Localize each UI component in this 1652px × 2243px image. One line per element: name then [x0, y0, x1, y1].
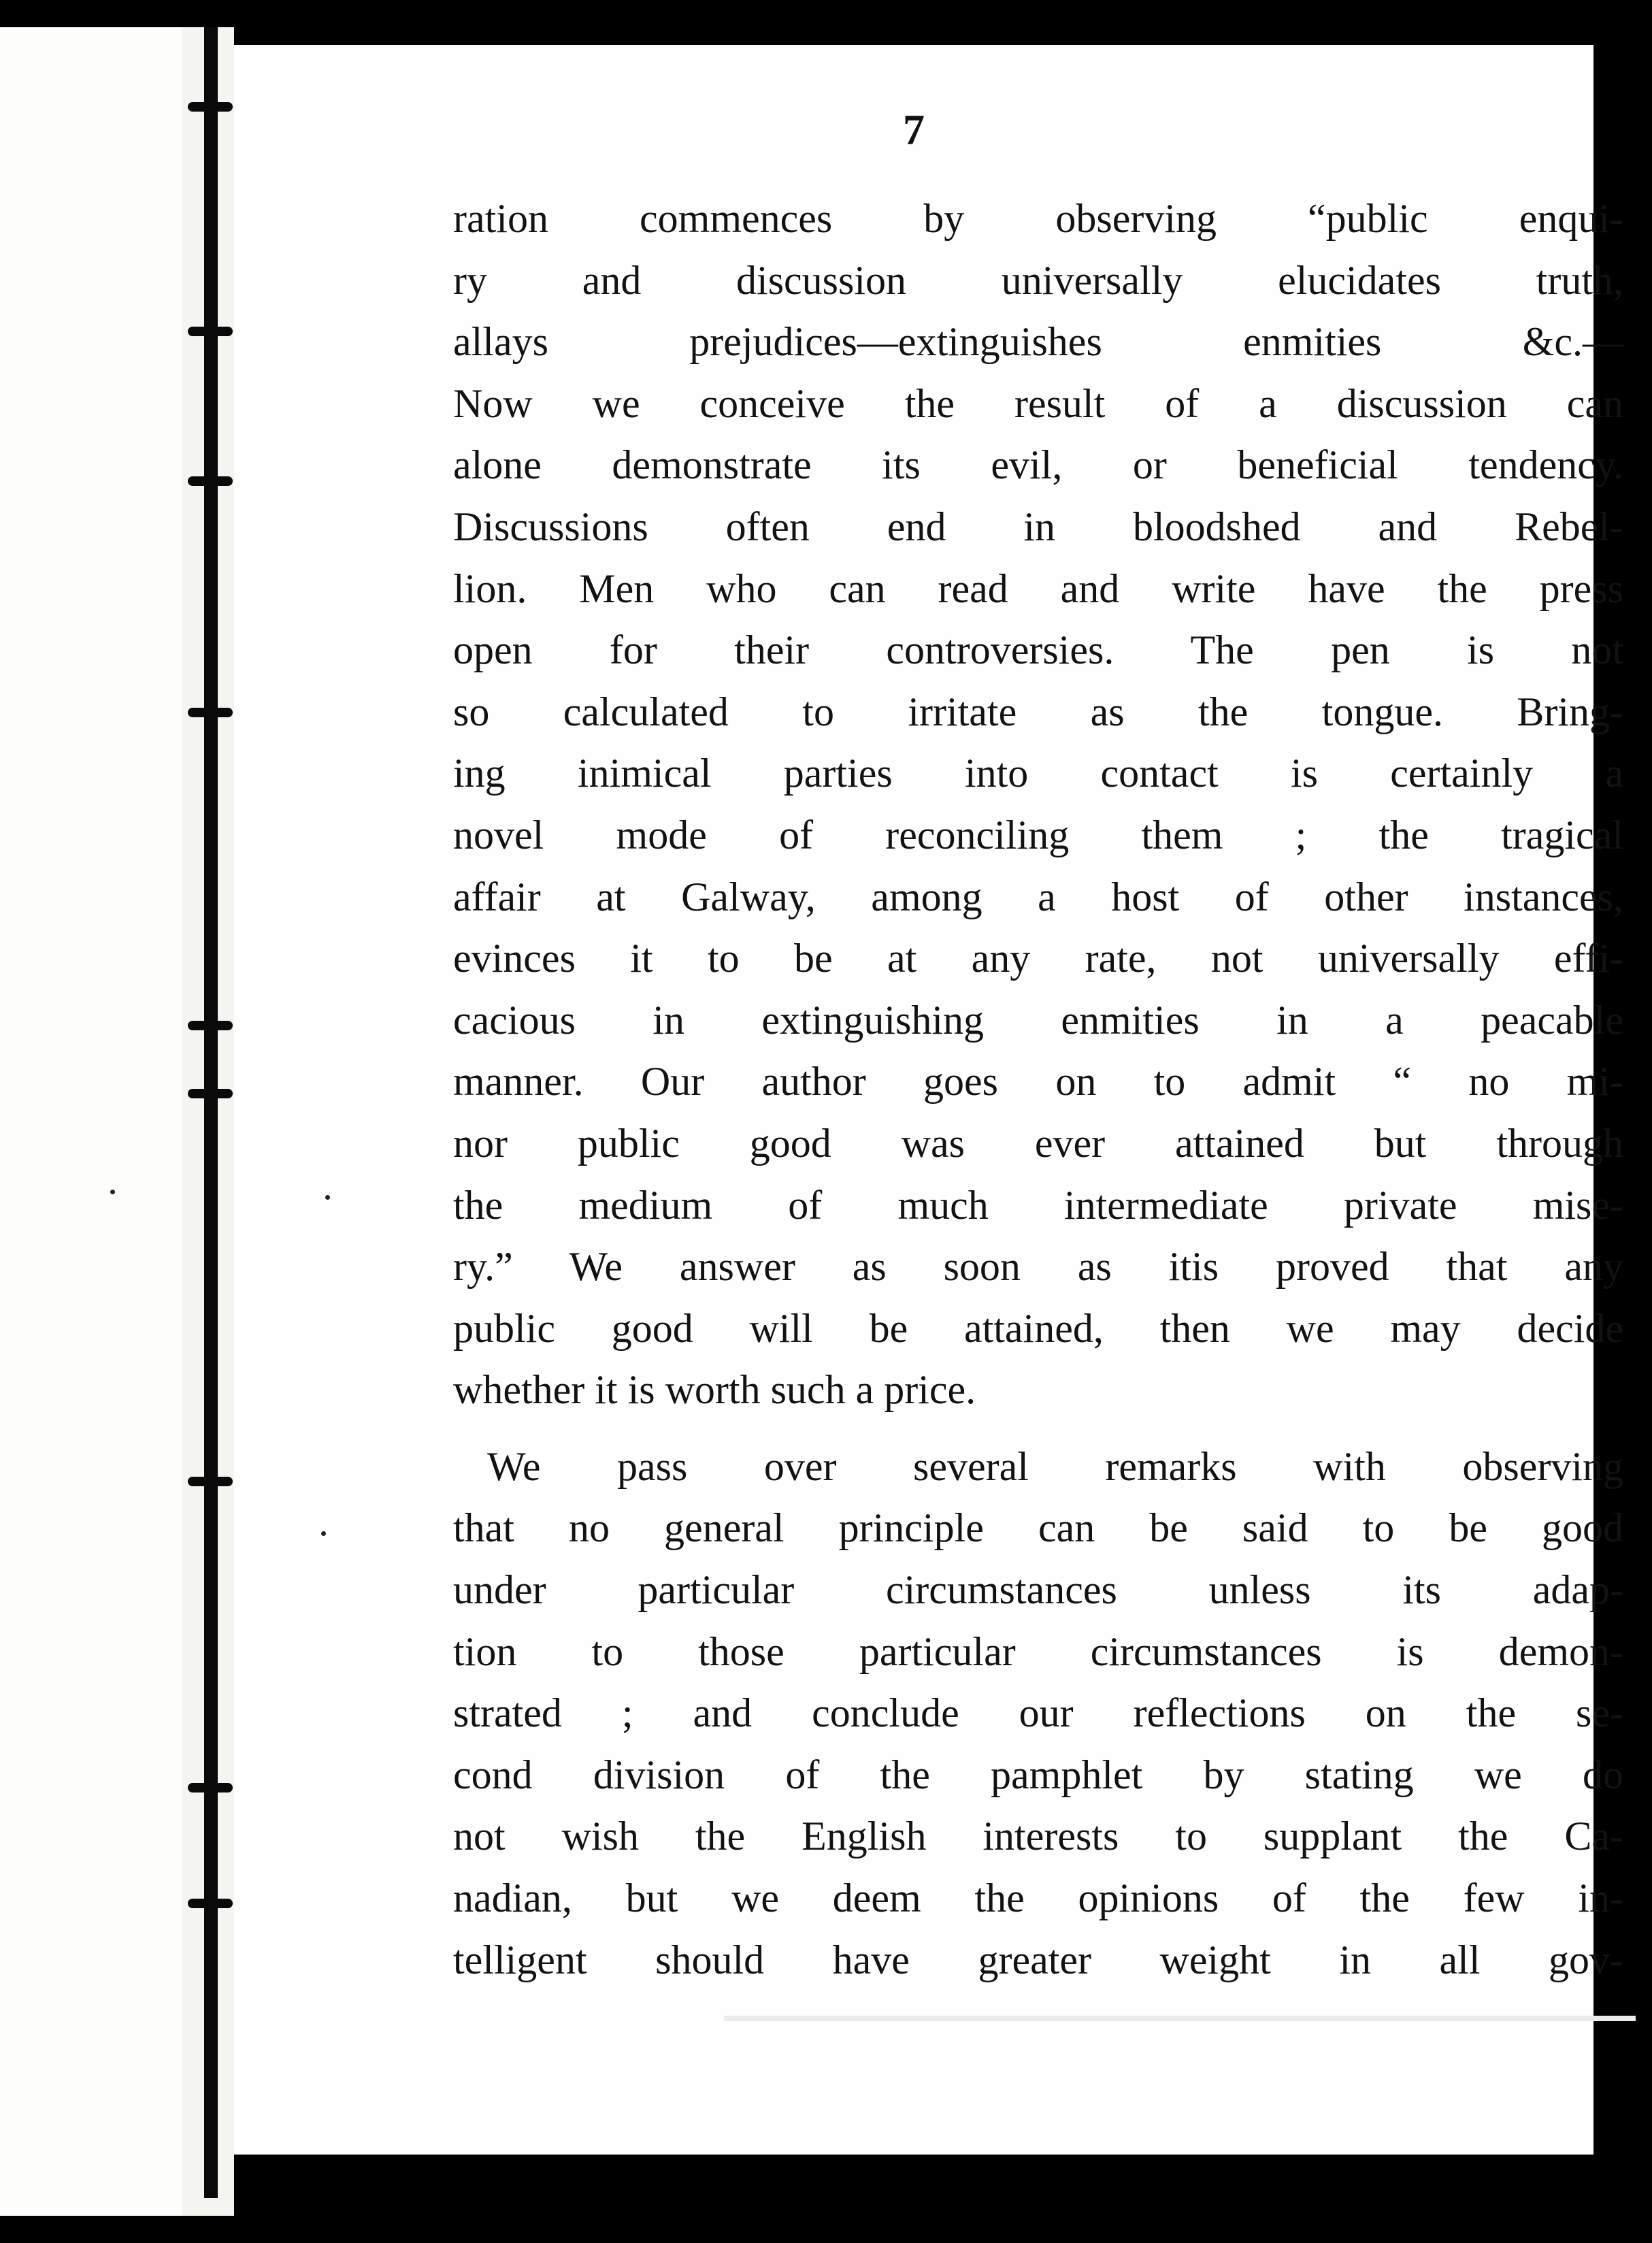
binding-stitch [188, 102, 233, 112]
scan-speck [110, 1190, 115, 1194]
body-text [453, 188, 1623, 1991]
text-line: telligent should have greater weight in all gov- [453, 1937, 1623, 1982]
text-line: nor public good was ever attained but through [453, 1120, 1623, 1166]
binding-stitch [188, 327, 233, 336]
binding-stitch [188, 1783, 233, 1792]
text-line: We pass over several remarks with observing [487, 1443, 1623, 1489]
paragraph-gap [453, 1421, 1623, 1436]
text-line: ration commences by observing “public enqui- [453, 196, 1623, 241]
text-line: so calculated to irritate as the tongue. Bring- [453, 689, 1623, 734]
scan-speck [321, 1531, 326, 1536]
text-line: public good will be attained, then we may decide [453, 1305, 1623, 1351]
text-line: Discussions often end in bloodshed and Rebel- [453, 504, 1623, 549]
binding-stitch [188, 1899, 233, 1908]
text-line: the medium of much intermediate private mise- [453, 1182, 1623, 1228]
binding-stitch [188, 1089, 233, 1098]
binding-stitch [188, 708, 233, 717]
text-line: cacious in extinguishing enmities in a peacable [453, 997, 1623, 1043]
facing-page-edge [0, 27, 182, 2216]
text-line: under particular circumstances unless its adap- [453, 1567, 1623, 1613]
page-number: 7 [903, 105, 925, 154]
scan-speck [325, 1195, 330, 1200]
text-line: cond division of the pamphlet by stating we do [453, 1752, 1623, 1797]
text-line: manner. Our author goes on to admit “ no mi- [453, 1059, 1623, 1104]
bleed-through-mark [724, 2016, 1636, 2021]
paragraph [453, 1436, 1623, 1991]
text-line: not wish the English interests to supplant the Ca- [453, 1814, 1623, 1859]
text-line: lion. Men who can read and write have the press [453, 566, 1623, 611]
text-line: open for their controversies. The pen is not [453, 627, 1623, 673]
text-line: allays prejudices—extinguishes enmities &c.— [453, 319, 1623, 365]
text-line: whether it is worth such a price. [453, 1367, 976, 1413]
paragraph [453, 188, 1623, 1421]
book-page [234, 45, 1623, 2155]
text-line: strated ; and conclude our reflections on the se- [453, 1690, 1623, 1736]
text-line: alone demonstrate its evil, or beneficial tendency. [453, 442, 1623, 488]
binding-stitch [188, 1021, 233, 1030]
text-line: novel mode of reconciling them ; the tragical [453, 812, 1623, 857]
binding-stitch [188, 1477, 233, 1486]
text-line: tion to those particular circumstances is demon- [453, 1628, 1623, 1674]
text-line: nadian, but we deem the opinions of the few in- [453, 1876, 1623, 1921]
text-line: Now we conceive the result of a discussion can [453, 380, 1623, 426]
binding-spine [204, 27, 218, 2198]
text-line: ry.” We answer as soon as itis proved that any [453, 1244, 1623, 1290]
text-line: that no general principle can be said to be good [453, 1505, 1623, 1551]
binding-stitch [188, 476, 233, 486]
text-line: ry and discussion universally elucidates truth, [453, 257, 1623, 303]
text-line: ing inimical parties into contact is certainly a [453, 751, 1623, 796]
text-line: affair at Galway, among a host of other instances, [453, 874, 1623, 919]
text-line: evinces it to be at any rate, not universally effi- [453, 936, 1623, 981]
